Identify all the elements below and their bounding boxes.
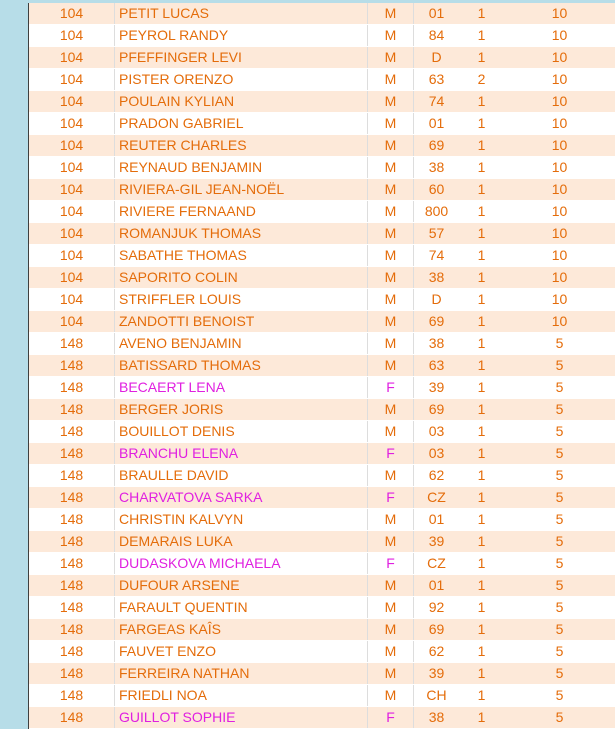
department-cell[interactable]: D [414,289,460,311]
count-cell[interactable]: 1 [459,465,504,487]
sex-cell[interactable]: F [368,487,414,509]
rank-cell[interactable]: 104 [29,157,115,179]
name-cell[interactable]: FARGEAS KAÎS [115,619,368,641]
table-row [29,69,615,91]
department-cell[interactable]: 38 [414,333,460,355]
rank-cell[interactable]: 148 [29,619,115,641]
sex-cell[interactable]: M [368,685,414,707]
name-cell[interactable]: BRANCHU ELENA [115,443,368,465]
rank-cell[interactable]: 148 [29,421,115,443]
rank-cell[interactable]: 148 [29,377,115,399]
points-cell[interactable]: 10 [504,25,615,47]
points-cell[interactable]: 10 [504,69,615,91]
sex-cell[interactable]: M [368,245,414,267]
count-cell[interactable]: 1 [459,289,504,311]
results-table [29,3,615,729]
department-cell[interactable]: CZ [414,487,460,509]
points-cell[interactable]: 10 [504,113,615,135]
rank-cell[interactable]: 104 [29,47,115,69]
department-cell[interactable]: 63 [414,69,460,91]
sex-cell[interactable]: M [368,157,414,179]
rank-cell[interactable]: 148 [29,641,115,663]
name-cell[interactable]: BOUILLOT DENIS [115,421,368,443]
rank-cell[interactable]: 104 [29,267,115,289]
rank-cell[interactable]: 148 [29,443,115,465]
department-cell[interactable]: 800 [414,201,460,223]
name-cell[interactable]: FERREIRA NATHAN [115,663,368,685]
sex-cell[interactable]: F [368,553,414,575]
rank-cell[interactable]: 148 [29,487,115,509]
sex-cell[interactable]: M [368,421,414,443]
table-row [29,531,615,553]
points-cell[interactable]: 5 [504,333,615,355]
table-row [29,641,615,663]
points-cell[interactable]: 5 [504,685,615,707]
department-cell[interactable]: 92 [414,597,460,619]
name-cell[interactable]: SAPORITO COLIN [115,267,368,289]
sex-cell[interactable]: M [368,113,414,135]
points-cell[interactable]: 5 [504,443,615,465]
count-cell[interactable]: 1 [459,707,504,729]
points-cell[interactable]: 10 [504,267,615,289]
sex-cell[interactable]: M [368,575,414,597]
table-row [29,245,615,267]
points-cell[interactable]: 10 [504,47,615,69]
points-cell[interactable]: 10 [504,135,615,157]
department-cell[interactable]: 60 [414,179,460,201]
rank-cell[interactable]: 104 [29,135,115,157]
name-cell[interactable]: AVENO BENJAMIN [115,333,368,355]
results-sheet [28,3,615,729]
sex-cell[interactable]: M [368,509,414,531]
sex-cell[interactable]: M [368,201,414,223]
rank-cell[interactable]: 104 [29,113,115,135]
count-cell[interactable]: 1 [459,113,504,135]
sex-cell[interactable]: M [368,91,414,113]
count-cell[interactable]: 1 [459,311,504,333]
table-row [29,333,615,355]
department-cell[interactable]: 01 [414,575,460,597]
table-row [29,443,615,465]
points-cell[interactable]: 10 [504,289,615,311]
points-cell[interactable]: 5 [504,575,615,597]
rank-cell[interactable]: 104 [29,201,115,223]
count-cell[interactable]: 1 [459,509,504,531]
name-cell[interactable]: ZANDOTTI BENOIST [115,311,368,333]
name-cell[interactable]: DUDASKOVA MICHAELA [115,553,368,575]
department-cell[interactable]: 62 [414,641,460,663]
rank-cell[interactable]: 148 [29,333,115,355]
name-cell[interactable]: SABATHE THOMAS [115,245,368,267]
sex-cell[interactable]: M [368,3,414,25]
table-row [29,597,615,619]
table-row [29,179,615,201]
points-cell[interactable]: 5 [504,509,615,531]
name-cell[interactable]: PRADON GABRIEL [115,113,368,135]
rank-cell[interactable]: 148 [29,597,115,619]
points-cell[interactable]: 5 [504,355,615,377]
rank-cell[interactable]: 148 [29,465,115,487]
rank-cell[interactable]: 148 [29,685,115,707]
name-cell[interactable]: FARAULT QUENTIN [115,597,368,619]
points-cell[interactable]: 10 [504,3,615,25]
results-table-body [29,3,615,729]
rank-cell[interactable]: 104 [29,245,115,267]
count-cell[interactable]: 1 [459,91,504,113]
sex-cell[interactable]: M [368,47,414,69]
table-row [29,465,615,487]
points-cell[interactable]: 10 [504,223,615,245]
sex-cell[interactable]: M [368,333,414,355]
sex-cell[interactable]: M [368,663,414,685]
table-row [29,135,615,157]
count-cell[interactable]: 1 [459,443,504,465]
name-cell[interactable]: BRAULLE DAVID [115,465,368,487]
table-row [29,663,615,685]
rank-cell[interactable]: 104 [29,3,115,25]
name-cell[interactable]: RIVIERA-GIL JEAN-NOËL [115,179,368,201]
sex-cell[interactable]: M [368,267,414,289]
points-cell[interactable]: 10 [504,91,615,113]
table-row [29,201,615,223]
sex-cell[interactable]: M [368,311,414,333]
count-cell[interactable]: 1 [459,487,504,509]
count-cell[interactable]: 1 [459,619,504,641]
points-cell[interactable]: 5 [504,465,615,487]
rank-cell[interactable]: 104 [29,69,115,91]
sex-cell[interactable]: M [368,289,414,311]
table-row [29,355,615,377]
table-row [29,487,615,509]
table-row [29,377,615,399]
count-cell[interactable]: 1 [459,3,504,25]
department-cell[interactable]: 01 [414,113,460,135]
sex-cell[interactable]: F [368,707,414,729]
name-cell[interactable]: STRIFFLER LOUIS [115,289,368,311]
table-row [29,289,615,311]
name-cell[interactable]: POULAIN KYLIAN [115,91,368,113]
count-cell[interactable]: 1 [459,25,504,47]
table-row [29,509,615,531]
name-cell[interactable]: PISTER ORENZO [115,69,368,91]
table-row [29,685,615,707]
rank-cell[interactable]: 148 [29,509,115,531]
department-cell[interactable]: 57 [414,223,460,245]
count-cell[interactable]: 1 [459,245,504,267]
count-cell[interactable]: 1 [459,333,504,355]
count-cell[interactable]: 2 [459,69,504,91]
count-cell[interactable]: 1 [459,355,504,377]
rank-cell[interactable]: 148 [29,707,115,729]
name-cell[interactable]: FAUVET ENZO [115,641,368,663]
rank-cell[interactable]: 148 [29,575,115,597]
name-cell[interactable]: PETIT LUCAS [115,3,368,25]
department-cell[interactable]: 63 [414,355,460,377]
department-cell[interactable]: 69 [414,399,460,421]
department-cell[interactable]: 74 [414,91,460,113]
department-cell[interactable]: 39 [414,531,460,553]
count-cell[interactable]: 1 [459,201,504,223]
count-cell[interactable]: 1 [459,399,504,421]
table-row [29,619,615,641]
points-cell[interactable]: 5 [504,487,615,509]
count-cell[interactable]: 1 [459,135,504,157]
sex-cell[interactable]: F [368,443,414,465]
name-cell[interactable]: CHRISTIN KALVYN [115,509,368,531]
name-cell[interactable]: REUTER CHARLES [115,135,368,157]
table-row [29,267,615,289]
department-cell[interactable]: 69 [414,619,460,641]
name-cell[interactable]: PEYROL RANDY [115,25,368,47]
points-cell[interactable]: 10 [504,157,615,179]
points-cell[interactable]: 10 [504,311,615,333]
department-cell[interactable]: D [414,47,460,69]
name-cell[interactable]: DEMARAIS LUKA [115,531,368,553]
sex-cell[interactable]: M [368,465,414,487]
points-cell[interactable]: 5 [504,597,615,619]
sex-cell[interactable]: M [368,531,414,553]
count-cell[interactable]: 1 [459,641,504,663]
department-cell[interactable]: 69 [414,311,460,333]
department-cell[interactable]: 38 [414,267,460,289]
department-cell[interactable]: 39 [414,663,460,685]
department-cell[interactable]: 01 [414,3,460,25]
points-cell[interactable]: 5 [504,641,615,663]
name-cell[interactable]: FRIEDLI NOA [115,685,368,707]
rank-cell[interactable]: 148 [29,531,115,553]
rank-cell[interactable]: 148 [29,355,115,377]
count-cell[interactable]: 1 [459,575,504,597]
sex-cell[interactable]: M [368,135,414,157]
table-row [29,157,615,179]
name-cell[interactable]: CHARVATOVA SARKA [115,487,368,509]
count-cell[interactable]: 1 [459,685,504,707]
table-row [29,311,615,333]
points-cell[interactable]: 10 [504,179,615,201]
table-row [29,223,615,245]
sex-cell[interactable]: F [368,377,414,399]
department-cell[interactable]: 38 [414,157,460,179]
department-cell[interactable]: 01 [414,509,460,531]
count-cell[interactable]: 1 [459,421,504,443]
points-cell[interactable]: 5 [504,663,615,685]
count-cell[interactable]: 1 [459,223,504,245]
count-cell[interactable]: 1 [459,377,504,399]
table-row [29,399,615,421]
department-cell[interactable]: 39 [414,377,460,399]
table-row [29,3,615,25]
name-cell[interactable]: PFEFFINGER LEVI [115,47,368,69]
table-row [29,25,615,47]
department-cell[interactable]: CH [414,685,460,707]
count-cell[interactable]: 1 [459,553,504,575]
rank-cell[interactable]: 104 [29,311,115,333]
count-cell[interactable]: 1 [459,531,504,553]
rank-cell[interactable]: 148 [29,553,115,575]
rank-cell[interactable]: 104 [29,289,115,311]
count-cell[interactable]: 1 [459,663,504,685]
sex-cell[interactable]: M [368,619,414,641]
points-cell[interactable]: 5 [504,707,615,729]
department-cell[interactable]: 62 [414,465,460,487]
rank-cell[interactable]: 104 [29,179,115,201]
department-cell[interactable]: 38 [414,707,460,729]
name-cell[interactable]: ROMANJUK THOMAS [115,223,368,245]
department-cell[interactable]: 03 [414,443,460,465]
count-cell[interactable]: 1 [459,47,504,69]
sex-cell[interactable]: M [368,25,414,47]
points-cell[interactable]: 5 [504,399,615,421]
points-cell[interactable]: 5 [504,421,615,443]
sex-cell[interactable]: M [368,355,414,377]
sex-cell[interactable]: M [368,597,414,619]
table-row [29,707,615,729]
table-row [29,553,615,575]
points-cell[interactable]: 10 [504,245,615,267]
name-cell[interactable]: GUILLOT SOPHIE [115,707,368,729]
table-row [29,91,615,113]
points-cell[interactable]: 5 [504,377,615,399]
points-cell[interactable]: 5 [504,619,615,641]
rank-cell[interactable]: 104 [29,91,115,113]
points-cell[interactable]: 5 [504,553,615,575]
table-row [29,421,615,443]
table-row [29,575,615,597]
rank-cell[interactable]: 148 [29,663,115,685]
department-cell[interactable]: 69 [414,135,460,157]
department-cell[interactable]: CZ [414,553,460,575]
table-row [29,47,615,69]
sex-cell[interactable]: M [368,223,414,245]
sex-cell[interactable]: M [368,69,414,91]
count-cell[interactable]: 1 [459,597,504,619]
name-cell[interactable]: BECAERT LENA [115,377,368,399]
rank-cell[interactable]: 104 [29,223,115,245]
points-cell[interactable]: 10 [504,201,615,223]
name-cell[interactable]: REYNAUD BENJAMIN [115,157,368,179]
name-cell[interactable]: DUFOUR ARSENE [115,575,368,597]
count-cell[interactable]: 1 [459,267,504,289]
sex-cell[interactable]: M [368,399,414,421]
name-cell[interactable]: BATISSARD THOMAS [115,355,368,377]
rank-cell[interactable]: 148 [29,399,115,421]
rank-cell[interactable]: 104 [29,25,115,47]
name-cell[interactable]: BERGER JORIS [115,399,368,421]
department-cell[interactable]: 74 [414,245,460,267]
points-cell[interactable]: 5 [504,531,615,553]
table-row [29,113,615,135]
count-cell[interactable]: 1 [459,179,504,201]
name-cell[interactable]: RIVIERE FERNAAND [115,201,368,223]
department-cell[interactable]: 84 [414,25,460,47]
department-cell[interactable]: 03 [414,421,460,443]
sex-cell[interactable]: M [368,179,414,201]
count-cell[interactable]: 1 [459,157,504,179]
sex-cell[interactable]: M [368,641,414,663]
